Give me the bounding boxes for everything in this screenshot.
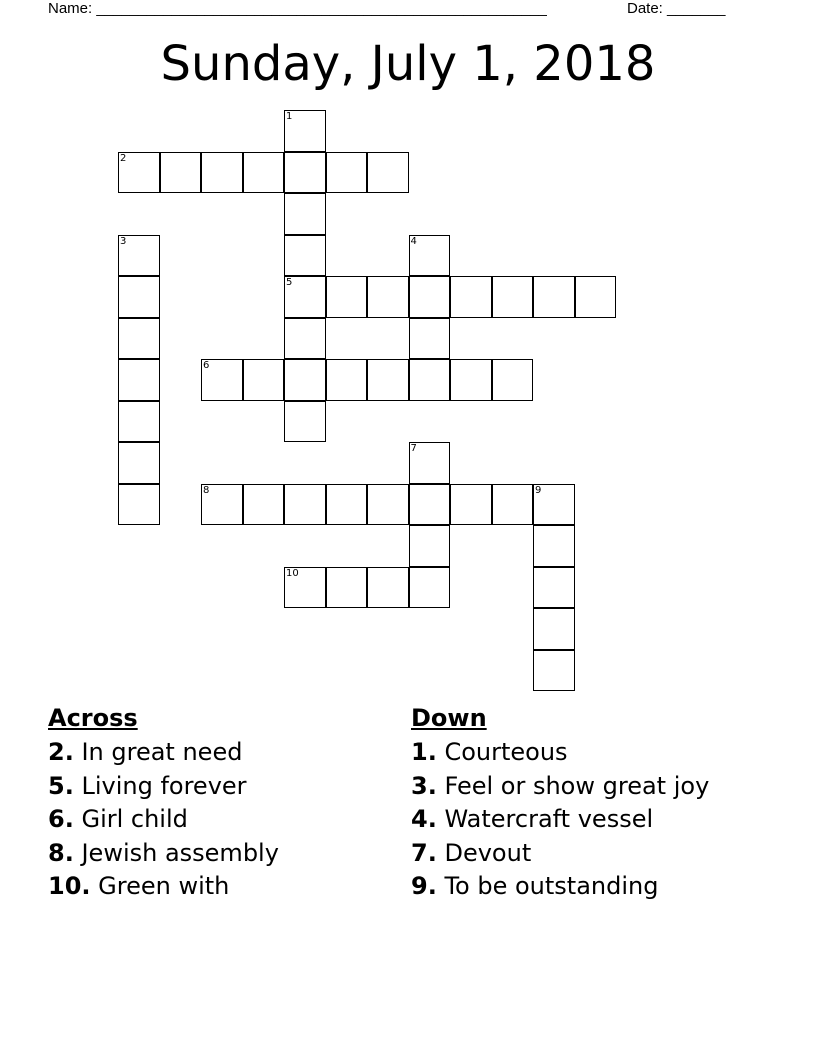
cell-number: 2 [120,152,127,164]
grid-cell[interactable] [533,608,575,650]
grid-cell[interactable] [575,276,617,318]
grid-cell[interactable] [533,525,575,567]
clue-number: 10. [48,872,91,900]
grid-cell[interactable] [118,484,160,526]
grid-cell[interactable] [533,276,575,318]
grid-cell[interactable] [284,567,326,609]
clue-number: 5. [48,771,74,800]
grid-cell[interactable] [243,359,285,401]
down-clue [411,870,709,904]
grid-cell[interactable] [284,318,326,360]
grid-cell[interactable] [409,567,451,609]
across-clue [48,770,279,804]
grid-cell[interactable] [201,484,243,526]
grid-cell[interactable] [533,650,575,692]
clue-number: 3. [411,771,437,800]
clue-number: 9. [411,872,437,900]
grid-cell[interactable] [492,276,534,318]
grid-cell[interactable] [243,152,285,194]
grid-cell[interactable] [367,567,409,609]
grid-cell[interactable] [201,359,243,401]
grid-cell[interactable] [118,276,160,318]
grid-cell[interactable] [284,110,326,152]
grid-cell[interactable] [409,276,451,318]
grid-cell[interactable] [284,193,326,235]
clue-text: Courteous [444,738,568,766]
clue-number: 2. [48,738,74,766]
cell-number: 9 [535,484,542,496]
grid-cell[interactable] [409,235,451,277]
cell-number: 7 [410,443,417,454]
clue-number: 7. [411,838,437,867]
grid-cell[interactable] [492,359,534,401]
grid-cell[interactable] [326,152,368,194]
grid-cell[interactable] [367,484,409,526]
grid-cell[interactable] [409,359,451,401]
grid-cell[interactable] [118,318,160,360]
down-clues [411,703,709,904]
across-clue [48,803,279,837]
cell-number: 10 [286,567,299,579]
grid-cell[interactable] [118,442,160,484]
down-clue [411,837,709,871]
grid-cell[interactable] [284,359,326,401]
grid-cell[interactable] [326,567,368,609]
grid-cell[interactable] [326,276,368,318]
cell-number: 1 [286,111,293,122]
clue-number: 6. [48,805,74,833]
clue-number: 4. [411,805,437,833]
grid-cell[interactable] [450,484,492,526]
grid-cell[interactable] [367,276,409,318]
grid-cell[interactable] [118,359,160,401]
grid-cell[interactable] [367,152,409,194]
grid-cell[interactable] [409,484,451,526]
grid-cell[interactable] [533,567,575,609]
grid-cell[interactable] [326,359,368,401]
clue-text: In great need [81,738,243,766]
grid-cell[interactable] [409,442,451,484]
grid-cell[interactable] [409,525,451,567]
grid-cell[interactable] [243,484,285,526]
grid-cell[interactable] [492,484,534,526]
cell-number: 4 [410,235,417,247]
clue-text: Feel or show great joy [444,771,710,800]
down-heading: Down [411,704,487,732]
grid-cell[interactable] [284,235,326,277]
page-title: Sunday, July 1, 2018 [160,36,656,92]
grid-cell[interactable] [450,359,492,401]
clue-text: Devout [444,838,532,867]
grid-cell[interactable] [450,276,492,318]
grid-cell[interactable] [284,484,326,526]
across-clues [48,703,279,904]
cell-number: 6 [203,360,210,371]
across-clue [48,837,279,871]
grid-cell[interactable] [326,484,368,526]
grid-cell[interactable] [409,318,451,360]
date-field-line: Date: _______ [627,0,726,17]
cell-number: 5 [286,277,293,288]
grid-cell[interactable] [284,401,326,443]
grid-cell[interactable] [201,152,243,194]
grid-cell[interactable] [160,152,202,194]
clue-text: Watercraft vessel [444,805,654,833]
grid-cell[interactable] [284,152,326,194]
across-clue [48,736,279,770]
cell-number: 3 [120,235,127,247]
clue-text: Girl child [81,805,188,833]
grid-cell[interactable] [118,401,160,443]
clue-text: To be outstanding [444,872,659,900]
across-heading: Across [48,704,138,732]
clue-text: Green with [98,872,230,900]
grid-cell[interactable] [284,276,326,318]
name-field-line: Name: ______________________________________________________ [48,0,547,17]
clue-text: Living forever [81,771,247,800]
down-clue [411,770,709,804]
grid-cell[interactable] [118,152,160,194]
down-clue [411,736,709,770]
clue-text: Jewish assembly [81,838,279,867]
grid-cell[interactable] [118,235,160,277]
clue-number: 8. [48,838,74,867]
cell-number: 8 [203,484,210,496]
grid-cell[interactable] [367,359,409,401]
across-clue [48,870,279,904]
grid-cell[interactable] [533,484,575,526]
clue-number: 1. [411,738,437,766]
down-clue [411,803,709,837]
